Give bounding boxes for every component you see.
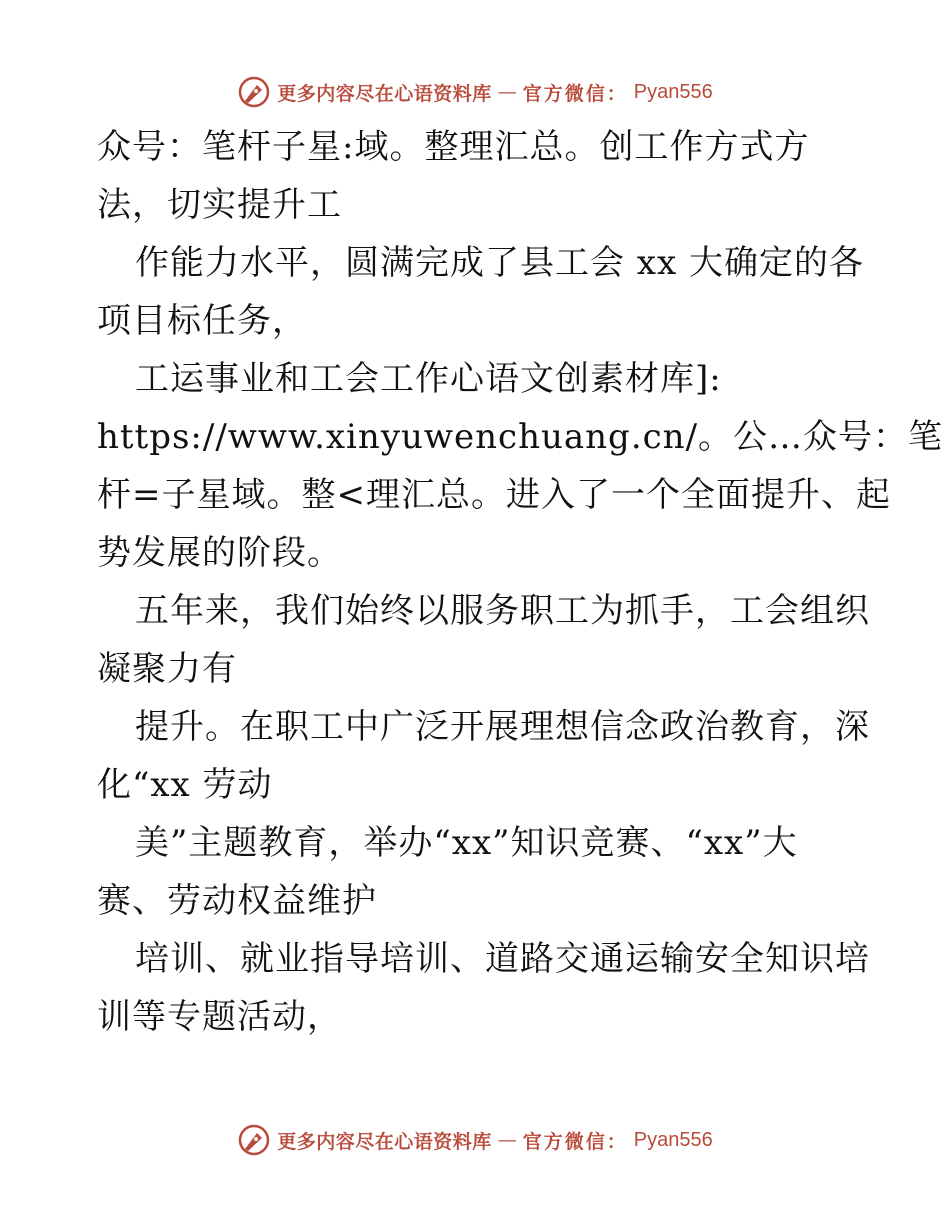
header-slogan: 更多内容尽在心语资料库 — [277, 82, 492, 105]
text-line: 赛、劳动权益维护 — [97, 881, 377, 921]
text-line: 项目标任务， — [97, 301, 307, 341]
footer-wechat-label: 官方微信： — [522, 1130, 628, 1153]
text-line: 杆=子星域。整<理汇总。进入了一个全面提升、起 — [97, 475, 891, 515]
text-line: 工运事业和工会工作心语文创素材库]: — [135, 359, 722, 399]
pen-nib-logo-icon — [237, 1123, 271, 1157]
text-line: 提升。在职工中广泛开展理想信念政治教育，深 — [135, 707, 870, 747]
text-line: 作能力水平，圆满完成了县工会 xx 大确定的各 — [135, 243, 864, 283]
footer-banner — [0, 1120, 950, 1160]
text-line: 势发展的阶段。 — [97, 533, 342, 573]
footer-separator: — — [497, 1129, 517, 1151]
pen-nib-logo-icon — [237, 75, 271, 109]
text-line: 法，切实提升工 — [97, 185, 342, 225]
header-wechat-label: 官方微信： — [522, 82, 628, 105]
text-line: 培训、就业指导培训、道路交通运输安全知识培 — [135, 939, 870, 979]
footer-wechat-id: Pyan556 — [633, 1128, 713, 1151]
footer-slogan: 更多内容尽在心语资料库 — [277, 1130, 492, 1153]
text-line: 训等专题活动， — [97, 997, 342, 1037]
text-line: 五年来，我们始终以服务职工为抓手，工会组织 — [135, 591, 870, 631]
text-line: 美”主题教育，举办“xx”知识竞赛、“xx”大 — [135, 823, 798, 863]
text-line: 众号：笔杆子星:域。整理汇总。创工作方式方 — [97, 127, 810, 167]
document-body — [97, 118, 944, 1046]
text-line: 化“xx 劳动 — [97, 765, 273, 805]
text-line: https://www.xinyuwenchuang.cn/。公…众号：笔 — [97, 417, 944, 457]
header-separator: — — [497, 81, 517, 103]
text-line: 凝聚力有 — [97, 649, 237, 689]
header-banner — [0, 72, 950, 112]
header-wechat-id: Pyan556 — [633, 80, 713, 103]
